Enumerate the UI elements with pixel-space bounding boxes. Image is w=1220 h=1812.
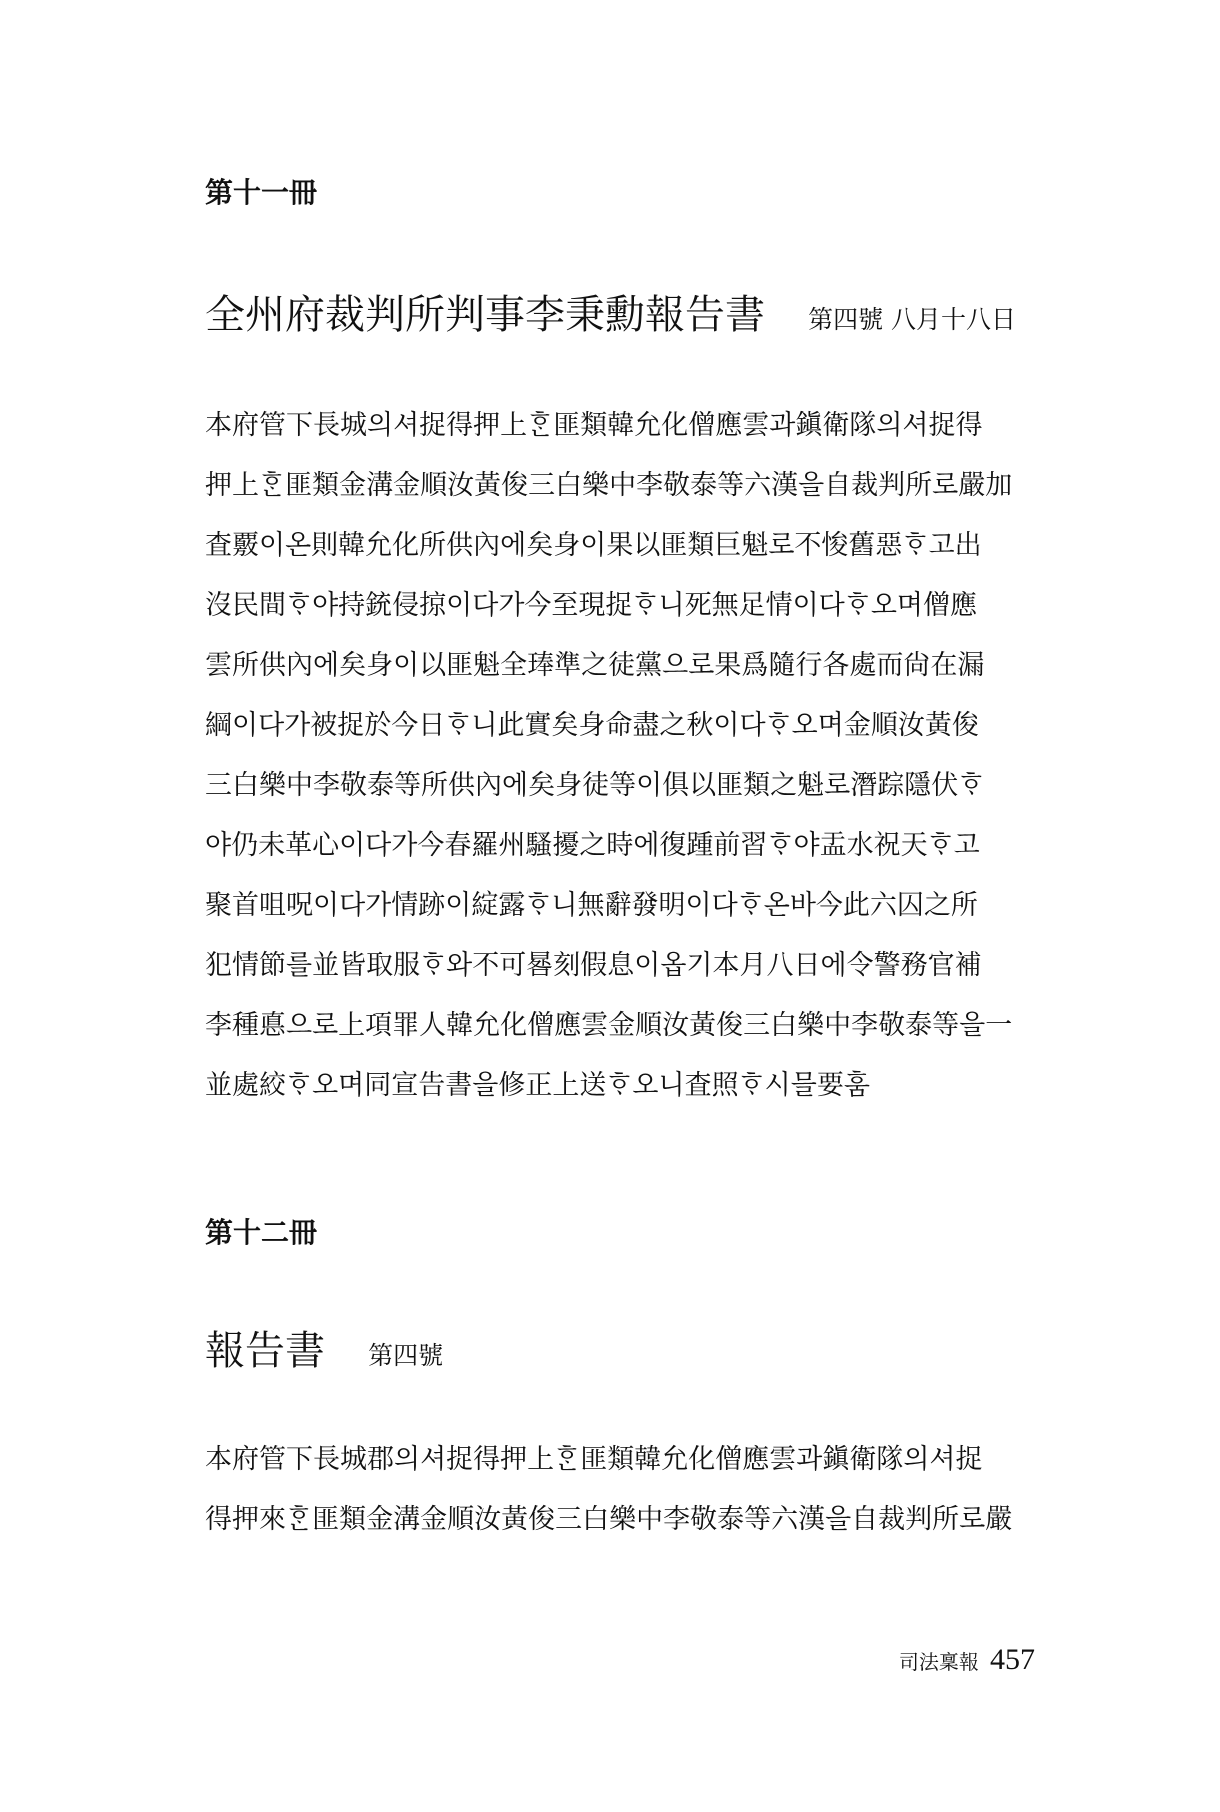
body-line: 得押來ᄒᆞᆫ匪類金溝金順汝黃俊三白樂中李敬泰等六漢을自裁判所로嚴 [205, 1504, 1013, 1535]
report-title: 報告書 [205, 1328, 325, 1374]
body-line: 雲所供內에矣身이以匪魁全琫準之徒黨으로果爲隨行各處而尙在漏 [205, 650, 985, 681]
volume-heading-12: 第十二冊 [205, 1216, 318, 1249]
body-line: 聚首咀呪이다가情跡이綻露ᄒᆞ니無辭發明이다ᄒᆞ온바今此六囚之所 [205, 890, 978, 921]
report-body-1 [205, 396, 1035, 1116]
body-line: 査覈이온則韓允化所供內에矣身이果以匪類巨魁로不悛舊惡ᄒᆞ고出 [205, 530, 982, 561]
report-number: 第四號 [368, 1341, 444, 1370]
page-footer [899, 1640, 1035, 1684]
body-line: 三白樂中李敬泰等所供內에矣身徒等이俱以匪類之魁로潛踪隱伏ᄒᆞ [205, 770, 985, 801]
body-line: 綱이다가被捉於今日ᄒᆞ니此實矣身命盡之秋이다ᄒᆞ오며金順汝黃俊 [205, 710, 979, 741]
page-number: 457 [990, 1643, 1035, 1676]
body-line: 李種悳으로上項罪人韓允化僧應雲金順汝黃俊三白樂中李敬泰等을一 [205, 1010, 1013, 1041]
body-line: 本府管下長城의셔捉得押上ᄒᆞᆫ匪類韓允化僧應雲과鎭衛隊의셔捉得 [205, 410, 983, 441]
body-line: 야仍未革心이다가今春羅州騷擾之時에復踵前習ᄒᆞ야盂水祝天ᄒᆞ고 [205, 830, 980, 861]
body-line: 沒民間ᄒᆞ야持銃侵掠이다가今至現捉ᄒᆞ니死無足情이다ᄒᆞ오며僧應 [205, 590, 977, 621]
body-line: 押上ᄒᆞᆫ匪類金溝金順汝黃俊三白樂中李敬泰等六漢을自裁判所로嚴加 [205, 470, 1013, 501]
report-body-2 [205, 1430, 1035, 1550]
journal-name: 司法稟報 [898, 1650, 979, 1674]
report-number-date: 第四號 八月十八日 [808, 305, 1017, 334]
body-line: 本府管下長城郡의셔捉得押上ᄒᆞᆫ匪類韓允化僧應雲과鎭衛隊의셔捉 [205, 1444, 983, 1475]
report-title: 全州府裁判所判事李秉勳報告書 [205, 292, 765, 338]
report-title-row-1 [205, 290, 1016, 345]
body-line: 犯情節를並皆取服ᄒᆞ와不可晷刻假息이옵기本月八日에令警務官補 [205, 950, 982, 981]
body-line: 並處絞ᄒᆞ오며同宣告書을修正上送ᄒᆞ오니査照ᄒᆞ시믈要훔 [205, 1070, 870, 1101]
volume-heading-11: 第十一冊 [205, 176, 318, 209]
report-title-row-2 [205, 1326, 443, 1381]
